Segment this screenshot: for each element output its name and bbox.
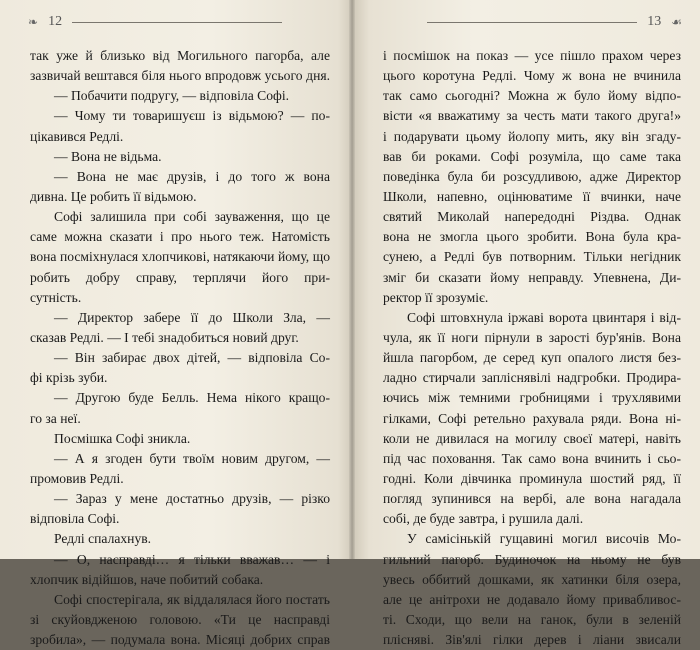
header-rule <box>427 22 637 23</box>
text-line: зробила», — подумала вона. Місяці добрих справ <box>30 632 330 648</box>
text-line: гілками, Софі ретельно рахувала ряди. Вона ні- <box>383 410 681 426</box>
text-line: поведінка була би розсудливою, адже Директор <box>383 168 681 184</box>
text-line: Посмішка Софі зникла. <box>54 430 191 446</box>
page-number-right: 13 <box>647 14 662 29</box>
text-line: сунею, а Редлі був потворним. Тільки негідник <box>383 249 681 265</box>
text-line: сутність. <box>30 289 82 305</box>
text-line: святий Миколай напередодні Різдва. Однак <box>383 209 681 225</box>
text-line: і подарувати цьому йолопу мить, яку він згаду- <box>383 128 681 144</box>
text-line: зазвичай вештався біля нього впродовж усього дня. <box>30 68 330 84</box>
text-line: У самісінькій гущавині могил височів Мо- <box>407 531 681 547</box>
text-line: погляд зупинився на вербі, але вона нагадала <box>383 491 681 507</box>
text-line: — Він забирає двох дітей, — відповіла Со- <box>54 350 330 366</box>
text-line: вав би роками. Софі розуміла, що саме така <box>383 148 681 164</box>
text-line: ючись між темними гробницями і трухлявими <box>383 390 681 406</box>
left-page-header <box>28 10 282 34</box>
text-line: фі крізь зуби. <box>30 370 108 386</box>
text-line: так само сьогодні? Можна ж було йому відпо- <box>383 88 681 104</box>
text-line: — Вона не має друзів, і до того ж вона <box>54 168 330 184</box>
right-page-text <box>383 46 681 650</box>
text-line: ті. Сходи, що вели на ганок, були в зеленій <box>383 611 681 627</box>
text-line: чула, як її ноги пірнули в зарості бур'янів. Вона <box>383 329 681 345</box>
text-line: але це анітрохи не додавало йому привабливос- <box>383 591 681 607</box>
text-line: під час поховання. Так само вона вчинить і сьо- <box>383 450 681 466</box>
text-line: ладно стирчали запліснявілі надгробки. Продира- <box>383 370 681 386</box>
text-line: Софі штовхнула іржаві ворота цвинтаря і від- <box>407 309 681 325</box>
text-line: вісти «я вважатиму за честь мати такого друга!» <box>383 108 681 124</box>
text-line: Школи, напевно, оцінюватиме її вчинки, наче <box>383 188 681 204</box>
text-line: йшла пагорбом, де серед куп опалого листя без- <box>383 350 681 366</box>
text-line: зі скуйовдженою головою. «Ти це насправді <box>30 611 330 627</box>
text-line: — Побачити подругу, — відповіла Софі. <box>54 88 289 104</box>
text-line: зміг би сказати йому неправду. Упевнена, Ди- <box>383 269 681 285</box>
text-line: — Зараз у мене достатньо друзів, — різко <box>54 491 330 507</box>
text-line: Софі залишила при собі зауваження, що це <box>54 209 330 225</box>
text-line: — Директор забере її до Школи Зла, — <box>54 309 330 325</box>
text-line: і посмішок на показ — усе пішло прахом через <box>383 48 681 63</box>
text-line: цікавився Редлі. <box>30 128 124 144</box>
text-line: промовив Редлі. <box>30 470 124 486</box>
text-line: Софі спостерігала, як віддалялася його постать <box>54 591 330 607</box>
text-line: годні. Коли дівчинка проминула шостий ряд, її <box>383 470 681 486</box>
text-line: собі, де буде завтра, і рушила далі. <box>383 511 584 527</box>
text-line: вона не змогла цього зробити. Вона була кра- <box>383 229 681 245</box>
text-line: го за неї. <box>30 410 81 426</box>
left-page-text <box>30 46 330 650</box>
text-line: відповіла Софі. <box>30 511 120 527</box>
text-line: — О, насправді… я тільки вважав… — і <box>54 551 330 567</box>
text-line: дивна. Це робить її відьмою. <box>30 188 197 204</box>
book-gutter <box>349 0 355 559</box>
text-line: хлопчик відійшов, наче побитий собака. <box>30 571 264 587</box>
text-line: гильний пагорб. Будиночок на ньому не був <box>383 551 681 567</box>
text-line: — Чому ти товаришуєш із відьмою? — по- <box>54 108 330 124</box>
page-number-left: 12 <box>48 14 63 29</box>
header-rule <box>72 22 282 23</box>
right-page <box>352 0 700 648</box>
text-line: сказав Редлі. — І тебі знадобиться новий друг. <box>30 329 299 345</box>
text-line: — А я згоден бути твоїм новим другом, — <box>54 450 330 466</box>
text-line: — Другою буде Белль. Нема нікого кращо- <box>54 390 330 406</box>
text-line: цього коротуна Редлі. Чому ж вона не вчинила <box>383 68 681 84</box>
right-page-header <box>427 10 682 34</box>
text-line: робить добру справу, терплячи його при- <box>30 269 330 285</box>
text-line: саме можна сказати і про нього теж. Натомість <box>30 229 330 245</box>
text-line: так уже й близько від Могильного пагорба, але <box>30 48 330 63</box>
ornament-icon: ☙ <box>671 14 682 29</box>
text-line: увесь оббитий дошками, як хатинки біля озера, <box>383 571 681 587</box>
text-line: ректор її зрозуміє. <box>383 289 489 305</box>
text-line: плісняві. Зів'ялі гілки дерев і ліани звисали <box>383 632 681 648</box>
text-line: коли не дивилася на могилу своєї матері, навіть <box>383 430 681 446</box>
text-line: — Вона не відьма. <box>54 148 162 164</box>
text-line: вона посміхнулася хлопчикові, натякаючи йому, що <box>30 249 330 265</box>
text-line: Редлі спалахнув. <box>54 531 152 547</box>
ornament-icon: ❧ <box>28 14 39 29</box>
